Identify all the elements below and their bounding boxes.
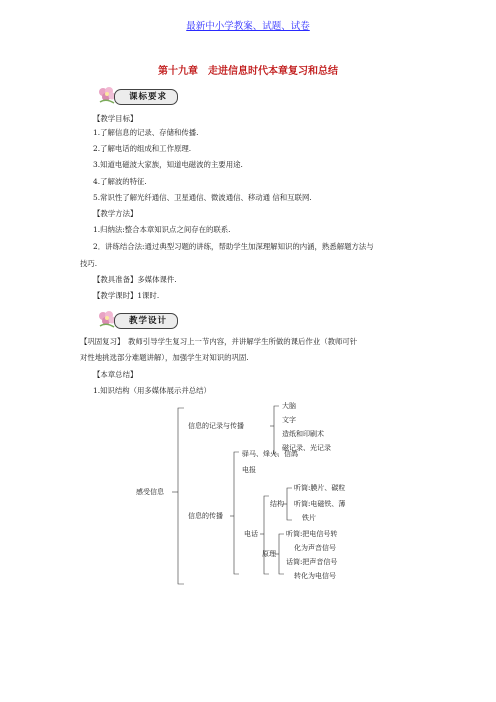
summary-heading: 【本章总结】 <box>93 370 138 379</box>
tools-line: 【教具准备】多媒体课件. <box>93 275 177 284</box>
structure-item: 听筒:膜片、碳粒 <box>294 484 346 492</box>
goals-heading: 【教学目标】 <box>93 114 138 123</box>
phone-node: 电话 <box>244 530 258 538</box>
spread-item: 驿马、烽火、信鸽 <box>242 450 298 458</box>
principle-item: 化为声音信号 <box>294 544 336 552</box>
method-item: 技巧. <box>80 259 98 268</box>
principle-item: 听筒:把电信号转 <box>286 530 338 538</box>
design-banner-label: 教学设计 <box>114 313 178 329</box>
method-item: 1.归纳法:整合本章知识点之间存在的联系. <box>93 225 231 234</box>
principle-node: 原理 <box>262 550 276 558</box>
structure-node: 结构 <box>270 500 284 508</box>
review-line: 对性地挑选部分难题讲解），加强学生对知识的巩固. <box>80 353 249 362</box>
spread-branch: 信息的传播 <box>188 512 223 520</box>
structure-caption: 1.知识结构（用多媒体展示并总结） <box>93 386 211 395</box>
chapter-title: 第十九章 走进信息时代本章复习和总结 <box>158 66 338 77</box>
structure-item: 听筒:电磁铁、薄 <box>294 500 346 508</box>
review-line: 【巩固复习】 教师引导学生复习上一节内容，并讲解学生所做的课后作业（教师可针 <box>80 337 358 346</box>
principle-item: 话筒:把声音信号 <box>286 558 338 566</box>
curriculum-banner-label: 课标要求 <box>114 89 178 105</box>
record-item: 文字 <box>282 416 296 424</box>
record-item: 大脑 <box>282 402 296 410</box>
curriculum-banner <box>96 86 186 106</box>
goal-item: 5.常识性了解光纤通信、卫星通信、微波通信、移动通 信和互联网. <box>93 193 312 202</box>
structure-item: 铁片 <box>302 514 316 522</box>
goal-item: 4.了解波的特征. <box>93 177 147 186</box>
spread-item: 电报 <box>242 466 256 474</box>
principle-item: 转化为电信号 <box>294 572 336 580</box>
goal-item: 1.了解信息的记录、存储和传播. <box>93 128 199 137</box>
method-item: 2．讲练结合法:通过典型习题的讲练，帮助学生加深理解知识的内涵，熟悉解题方法与 <box>93 242 374 251</box>
root-node: 感受信息 <box>136 488 164 496</box>
header-link[interactable]: 最新中小学教案、试题、试卷 <box>186 21 310 32</box>
record-item: 磁记录、光记录 <box>282 444 331 452</box>
goal-item: 3.知道电磁波大家族，知道电磁波的主要用途. <box>93 160 243 169</box>
goal-item: 2.了解电话的组成和工作原理. <box>93 144 192 153</box>
knowledge-structure-diagram <box>122 402 382 590</box>
hours-line: 【教学课时】1课时. <box>93 291 160 300</box>
methods-heading: 【教学方法】 <box>93 209 138 218</box>
record-branch: 信息的记录与传播 <box>188 422 244 430</box>
design-banner <box>96 310 186 330</box>
record-item: 造纸和印刷术 <box>282 430 324 438</box>
